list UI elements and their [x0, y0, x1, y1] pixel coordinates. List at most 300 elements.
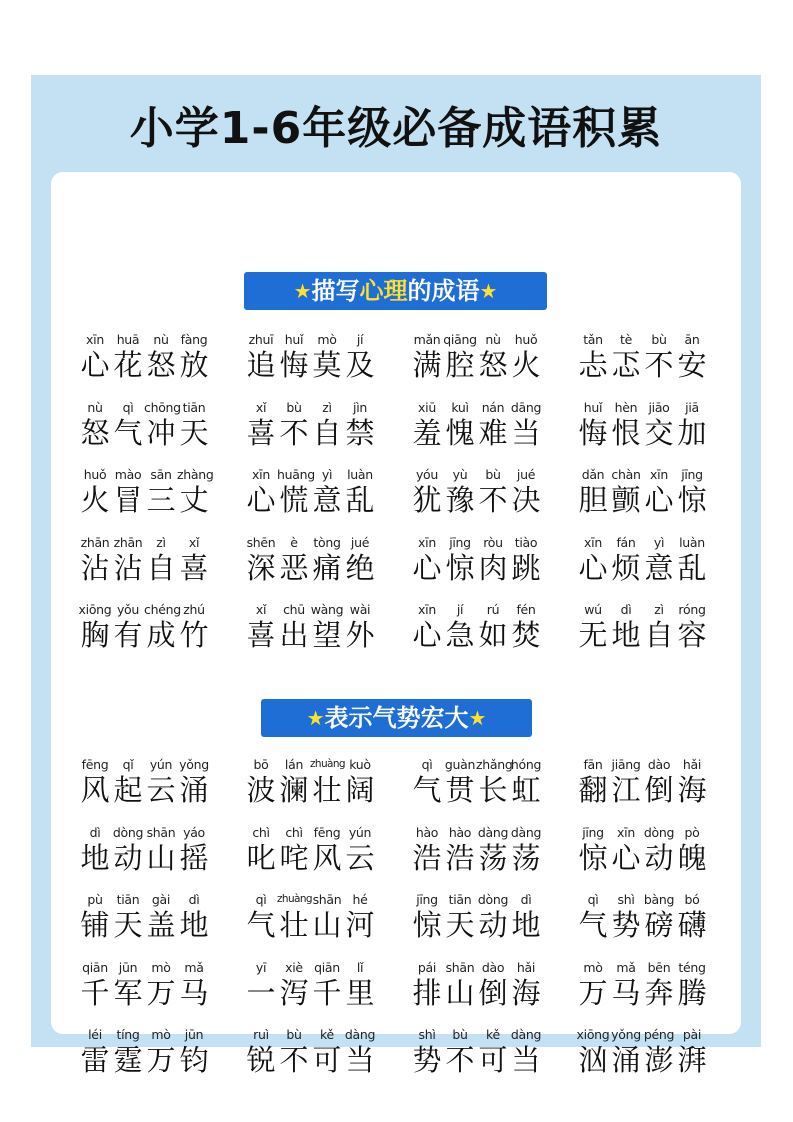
pinyin-text: zhān: [113, 534, 143, 550]
idiom-char-cell: [111, 959, 145, 1010]
idiom-char-cell: [576, 824, 610, 875]
hanzi-char: 当: [511, 1043, 541, 1077]
idiom-char-cell: [509, 891, 543, 942]
hanzi-char: 动: [113, 840, 143, 875]
idiom-char-cell: [244, 1026, 278, 1077]
idiom-char-cell: [343, 534, 377, 585]
idiom-char-cell: [476, 891, 510, 942]
pinyin-text: qì: [255, 892, 267, 907]
pinyin-text: xīn: [584, 534, 602, 550]
idiom-char-cell: [476, 756, 513, 807]
star-icon: ★: [479, 279, 498, 303]
hanzi-char: 急: [445, 618, 475, 652]
hanzi-char: 放: [179, 348, 209, 382]
pinyin-text: qì: [122, 399, 134, 415]
idiom-char-cell: [443, 601, 477, 652]
star-icon: ★: [468, 706, 487, 730]
idiom-char-cell: [244, 466, 278, 517]
pinyin-text: shān: [146, 824, 176, 840]
pinyin-text: huāng: [277, 467, 315, 482]
hanzi-char: 加: [677, 415, 707, 450]
idiom-char-cell: [144, 891, 178, 942]
idiom-char-cell: [111, 601, 145, 652]
hanzi-char: 叱: [246, 840, 276, 875]
hanzi-char: 禁: [345, 415, 375, 450]
pinyin-text: lǐ: [356, 959, 364, 975]
pinyin-text: nù: [87, 399, 103, 415]
hanzi-char: 虹: [511, 773, 541, 807]
pinyin-text: hào: [448, 824, 472, 840]
idiom-char-cell: [78, 959, 112, 1010]
pinyin-text: qiān: [82, 959, 108, 975]
idiom-char-cell: [609, 399, 643, 450]
idiom-char-cell: [277, 891, 311, 942]
pinyin-text: dì: [89, 824, 101, 840]
hanzi-char: 天: [445, 908, 475, 942]
pinyin-text: bù: [286, 399, 302, 415]
pinyin-text: è: [290, 534, 298, 550]
pinyin-text: guàn: [444, 757, 476, 772]
pinyin-text: chéng: [144, 602, 181, 617]
pinyin-text: wài: [349, 602, 371, 617]
idiom-char-cell: [244, 331, 278, 382]
hanzi-char: 不: [279, 415, 309, 450]
idiom-char-cell: [343, 756, 377, 807]
hanzi-char: 澎: [644, 1043, 674, 1077]
pinyin-text: róng: [678, 602, 706, 617]
idiom-char-cell: [609, 959, 643, 1010]
hanzi-char: 跳: [511, 550, 541, 585]
idiom-char-cell: [576, 756, 610, 807]
pinyin-text: zì: [322, 399, 332, 415]
hanzi-char: 绝: [345, 550, 375, 585]
idiom-char-cell: [111, 331, 145, 382]
pinyin-text: nù: [485, 332, 501, 347]
idiom-char-cell: [177, 601, 211, 652]
pinyin-text: kuò: [349, 757, 371, 772]
idiom-char-cell: [609, 331, 643, 382]
hanzi-char: 沾: [113, 550, 143, 585]
idiom-char-cell: [310, 959, 344, 1010]
idiom-char-cell: [177, 756, 211, 807]
hanzi-char: 忐: [578, 348, 608, 382]
hanzi-char: 云: [146, 773, 176, 807]
hanzi-char: 出: [279, 618, 309, 652]
hanzi-char: 不: [644, 348, 674, 382]
hanzi-char: 霆: [113, 1043, 143, 1077]
hanzi-char: 河: [345, 908, 375, 942]
pinyin-text: bō: [253, 757, 269, 772]
idiom-char-cell: [642, 1026, 676, 1077]
hanzi-char: 冒: [113, 483, 143, 517]
idiom-char-cell: [111, 891, 145, 942]
hanzi-char: 犹: [412, 483, 442, 517]
pinyin-text: léi: [88, 1027, 102, 1042]
hanzi-char: 风: [312, 840, 342, 875]
hanzi-char: 马: [611, 975, 641, 1010]
idiom-char-cell: [310, 891, 344, 942]
pinyin-text: xīn: [617, 824, 635, 840]
hanzi-char: 竹: [179, 618, 209, 652]
pinyin-text: mò: [151, 959, 171, 975]
banner-text-post: 的成语: [407, 277, 480, 305]
idiom-char-cell: [476, 601, 510, 652]
pinyin-text: hèn: [614, 399, 638, 415]
idiom-char-cell: [410, 756, 444, 807]
idiom-char-cell: [144, 601, 181, 652]
idiom-char-cell: [177, 1026, 211, 1077]
hanzi-char: 花: [113, 348, 143, 382]
hanzi-char: 容: [677, 618, 707, 652]
hanzi-char: 冲: [146, 415, 176, 450]
hanzi-char: 心: [644, 483, 674, 517]
pinyin-text: jīng: [416, 892, 438, 907]
hanzi-char: 惊: [445, 550, 475, 585]
idiom-char-cell: [509, 756, 543, 807]
idiom-char-cell: [609, 824, 643, 875]
idiom-char-cell: [144, 1026, 178, 1077]
hanzi-char: 心: [80, 348, 110, 382]
content-card: [51, 172, 741, 1077]
idiom-char-cell: [675, 534, 709, 585]
idiom-char-cell: [177, 331, 211, 382]
hanzi-char: 惊: [578, 840, 608, 875]
idiom-char-cell: [609, 1026, 643, 1077]
idiom-char-cell: [642, 824, 676, 875]
hanzi-char: 颤: [611, 483, 641, 517]
pinyin-text: mǎ: [616, 959, 636, 975]
idiom-char-cell: [310, 601, 344, 652]
pinyin-text: lán: [284, 757, 304, 772]
pinyin-text: fēng: [81, 757, 109, 772]
hanzi-char: 一: [246, 975, 276, 1010]
pinyin-text: dào: [481, 959, 505, 975]
idiom-char-cell: [576, 466, 610, 517]
pinyin-text: yǒu: [116, 602, 140, 617]
hanzi-char: 胸: [80, 618, 110, 652]
hanzi-char: 地: [179, 908, 209, 942]
idiom-char-cell: [78, 1026, 112, 1077]
pinyin-text: hǎi: [682, 757, 702, 772]
idiom-char-cell: [277, 331, 311, 382]
hanzi-char: 心: [246, 483, 276, 517]
hanzi-char: 胆: [578, 483, 608, 517]
pinyin-text: yǒng: [179, 757, 209, 772]
pinyin-text: tíng: [116, 1027, 140, 1042]
hanzi-char: 自: [146, 550, 176, 585]
idiom-char-cell: [78, 534, 112, 585]
hanzi-char: 动: [478, 908, 508, 942]
hanzi-char: 泻: [279, 975, 309, 1010]
idiom-char-cell: [111, 399, 145, 450]
hanzi-char: 自: [312, 415, 342, 450]
pinyin-text: jiāng: [611, 757, 641, 772]
hanzi-char: 倒: [644, 773, 674, 807]
hanzi-char: 江: [611, 773, 641, 807]
pinyin-text: xiè: [285, 959, 303, 975]
hanzi-char: 雷: [80, 1043, 110, 1077]
hanzi-char: 魄: [677, 840, 707, 875]
idiom-char-cell: [576, 1026, 610, 1077]
hanzi-char: 心: [412, 550, 442, 585]
hanzi-char: 意: [312, 483, 342, 517]
idiom-char-cell: [476, 466, 510, 517]
hanzi-char: 外: [345, 618, 375, 652]
pinyin-text: huǐ: [583, 399, 603, 415]
hanzi-char: 有: [113, 618, 143, 652]
idiom-char-cell: [343, 824, 377, 875]
pinyin-text: xīn: [86, 332, 104, 347]
hanzi-char: 恶: [279, 550, 309, 585]
pinyin-text: dǎn: [581, 467, 605, 482]
idiom-char-cell: [277, 601, 311, 652]
pinyin-text: bó: [684, 892, 700, 907]
idiom-char-cell: [277, 399, 311, 450]
pinyin-text: jīng: [582, 824, 604, 840]
hanzi-char: 豫: [445, 483, 475, 517]
pinyin-text: pò: [684, 824, 700, 840]
pinyin-text: dào: [647, 757, 671, 772]
pinyin-text: xīn: [252, 467, 270, 482]
idiom-char-cell: [343, 466, 377, 517]
hanzi-char: 心: [578, 550, 608, 585]
idiom-char-cell: [343, 399, 377, 450]
pinyin-text: yī: [255, 959, 267, 975]
pinyin-text: luàn: [679, 534, 705, 550]
idiom-char-cell: [244, 891, 278, 942]
idiom-char-cell: [177, 399, 211, 450]
idiom-char-cell: [78, 601, 112, 652]
pinyin-text: qì: [421, 757, 433, 772]
idiom-char-cell: [277, 466, 315, 517]
pinyin-text: hé: [352, 892, 368, 907]
pinyin-text: dāng: [510, 399, 542, 415]
hanzi-char: 及: [345, 348, 375, 382]
idiom-char-cell: [675, 466, 709, 517]
hanzi-char: 浩: [412, 840, 442, 875]
hanzi-char: 怒: [146, 348, 176, 382]
hanzi-char: 起: [113, 773, 143, 807]
idiom-char-cell: [675, 891, 709, 942]
hanzi-char: 怒: [478, 348, 508, 382]
pinyin-text: fān: [583, 757, 603, 772]
section-banner-momentum: [261, 699, 532, 737]
idiom-char-cell: [244, 756, 278, 807]
idiom-char-cell: [111, 1026, 145, 1077]
idiom-char-cell: [509, 331, 543, 382]
pinyin-text: shān: [312, 892, 342, 907]
hanzi-char: 追: [246, 348, 276, 382]
pinyin-text: fán: [616, 534, 636, 550]
pinyin-text: chì: [252, 824, 270, 840]
idiom-char-cell: [177, 959, 211, 1010]
hanzi-char: 安: [677, 348, 707, 382]
hanzi-char: 丈: [179, 483, 209, 517]
hanzi-char: 羞: [412, 415, 442, 450]
hanzi-char: 沾: [80, 550, 110, 585]
pinyin-text: zì: [654, 602, 664, 617]
idiom-char-cell: [343, 959, 377, 1010]
hanzi-char: 千: [80, 975, 110, 1010]
page-title: 小学1-6年级必备成语积累: [129, 103, 663, 154]
hanzi-char: 势: [412, 1043, 442, 1077]
idiom-char-cell: [244, 534, 278, 585]
banner-text-highlight: 心理: [359, 277, 408, 305]
hanzi-char: 气: [412, 773, 442, 807]
pinyin-text: bù: [485, 467, 501, 482]
pinyin-text: mǎ: [184, 959, 204, 975]
pinyin-text: jìn: [353, 399, 367, 415]
pinyin-text: luàn: [347, 467, 373, 482]
hanzi-char: 澜: [279, 773, 309, 807]
pinyin-text: chū: [283, 602, 305, 617]
idiom-char-cell: [410, 601, 444, 652]
pinyin-text: zhàng: [177, 467, 214, 482]
pinyin-text: yáo: [183, 824, 205, 840]
idiom-char-cell: [78, 891, 112, 942]
pinyin-text: tè: [620, 332, 632, 347]
idiom-char-cell: [277, 1026, 311, 1077]
hanzi-char: 万: [146, 1043, 176, 1077]
pinyin-text: xǐ: [188, 534, 200, 550]
idiom-char-cell: [443, 891, 477, 942]
hanzi-char: 汹: [578, 1043, 608, 1077]
pinyin-text: wàng: [310, 602, 344, 617]
pinyin-text: bù: [651, 332, 667, 347]
pinyin-text: huǒ: [83, 467, 107, 482]
hanzi-char: 火: [511, 348, 541, 382]
idiom-char-cell: [244, 399, 278, 450]
pinyin-text: dòng: [477, 892, 509, 907]
idiom-char-cell: [244, 824, 278, 875]
idiom-char-cell: [310, 466, 344, 517]
hanzi-char: 莫: [312, 348, 342, 382]
pinyin-text: yún: [348, 824, 372, 840]
idiom-char-cell: [111, 756, 145, 807]
hanzi-char: 深: [246, 550, 276, 585]
pinyin-text: yóu: [415, 467, 439, 482]
pinyin-text: bù: [452, 1027, 468, 1042]
idiom-char-cell: [310, 1026, 344, 1077]
idiom-char-cell: [609, 534, 643, 585]
hanzi-char: 不: [279, 1043, 309, 1077]
idiom-char-cell: [277, 534, 311, 585]
pinyin-text: jué: [350, 534, 370, 550]
hanzi-char: 钧: [179, 1043, 209, 1077]
pinyin-text: zhǎng: [476, 757, 513, 772]
hanzi-char: 壮: [279, 908, 309, 942]
banner-text-pre: 表示气势宏大: [324, 704, 469, 732]
hanzi-char: 壮: [312, 773, 342, 807]
idiom-char-cell: [576, 959, 610, 1010]
hanzi-char: 愧: [445, 415, 475, 450]
idiom-char-cell: [476, 399, 510, 450]
pinyin-text: xǐ: [255, 399, 267, 415]
pinyin-text: qǐ: [122, 757, 134, 772]
idiom-char-cell: [310, 534, 344, 585]
pinyin-text: zì: [156, 534, 166, 550]
pinyin-text: bēn: [647, 959, 671, 975]
hanzi-char: 不: [478, 483, 508, 517]
idiom-char-cell: [609, 601, 643, 652]
idiom-char-cell: [576, 534, 610, 585]
hanzi-char: 盖: [146, 908, 176, 942]
idiom-char-cell: [343, 891, 377, 942]
pinyin-text: tiān: [116, 892, 140, 907]
hanzi-char: 海: [677, 773, 707, 807]
hanzi-char: 奔: [644, 975, 674, 1010]
hanzi-char: 乱: [677, 550, 707, 585]
idiom-char-cell: [277, 959, 311, 1010]
idiom-char-cell: [310, 824, 344, 875]
idiom-char-cell: [642, 466, 676, 517]
pinyin-text: huā: [116, 332, 140, 347]
idiom-char-cell: [642, 331, 676, 382]
idiom-char-cell: [144, 399, 181, 450]
idiom-char-cell: [410, 959, 444, 1010]
idiom-char-cell: [111, 534, 145, 585]
pinyin-text: pái: [417, 959, 437, 975]
pinyin-text: ròu: [483, 534, 503, 550]
idiom-char-cell: [476, 534, 510, 585]
pinyin-text: huǐ: [284, 332, 304, 347]
pinyin-text: fēng: [313, 824, 341, 840]
idiom-char-cell: [509, 1026, 543, 1077]
pinyin-text: pài: [682, 1027, 702, 1042]
pinyin-text: zhuàng: [310, 758, 345, 770]
pinyin-text: chì: [285, 824, 303, 840]
banner-text-pre: 描写: [311, 277, 360, 305]
idiom-char-cell: [675, 399, 709, 450]
hanzi-char: 摇: [179, 840, 209, 875]
idiom-char-cell: [144, 756, 178, 807]
hanzi-char: 山: [146, 840, 176, 875]
idiom-char-cell: [609, 466, 643, 517]
idiom-char-cell: [244, 601, 278, 652]
hanzi-char: 动: [644, 840, 674, 875]
idiom-char-cell: [78, 756, 112, 807]
pinyin-text: jiā: [685, 399, 699, 415]
pinyin-text: dàng: [510, 824, 542, 840]
hanzi-char: 天: [179, 415, 209, 450]
hanzi-char: 悔: [279, 348, 309, 382]
hanzi-char: 翻: [578, 773, 608, 807]
pinyin-text: tiān: [182, 399, 206, 415]
hanzi-char: 铺: [80, 908, 110, 942]
hanzi-char: 排: [412, 975, 442, 1010]
hanzi-char: 腔: [445, 348, 475, 382]
hanzi-char: 马: [179, 975, 209, 1010]
idiom-char-cell: [277, 824, 311, 875]
idiom-char-cell: [443, 824, 477, 875]
idiom-char-cell: [410, 399, 444, 450]
pinyin-text: nù: [153, 332, 169, 347]
pinyin-text: tǎn: [583, 332, 603, 347]
pinyin-text: dàng: [344, 1027, 376, 1042]
idiom-char-cell: [410, 331, 444, 382]
idiom-char-cell: [642, 534, 676, 585]
pinyin-text: shēn: [246, 534, 276, 550]
idiom-char-cell: [675, 601, 709, 652]
pinyin-text: tiào: [514, 534, 538, 550]
hanzi-char: 锐: [246, 1043, 276, 1077]
pinyin-text: bù: [286, 1027, 302, 1042]
idiom-char-cell: [144, 466, 178, 517]
pinyin-text: jí: [356, 332, 364, 347]
idiom-char-cell: [144, 959, 178, 1010]
idiom-char-cell: [642, 891, 676, 942]
idiom-char-cell: [310, 756, 344, 807]
